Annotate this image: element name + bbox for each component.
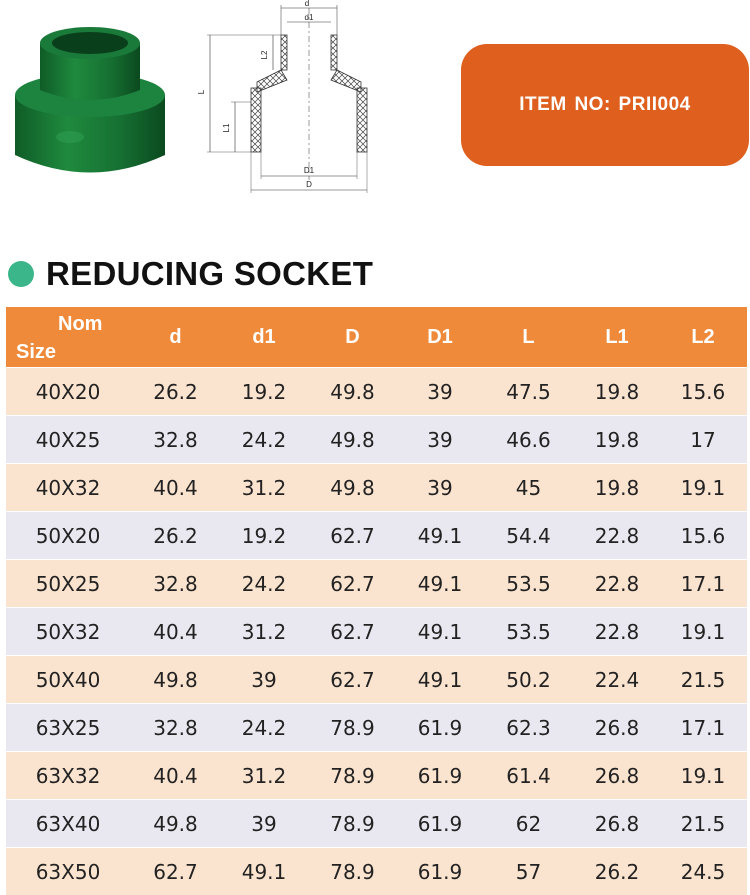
cell-size: 63X25 [6, 704, 130, 752]
drawing-label-l1: L1 [222, 123, 231, 132]
cell-d1: 49.1 [221, 848, 307, 895]
section-heading [8, 252, 373, 296]
cell-d: 49.8 [130, 656, 221, 704]
technical-drawing [195, 0, 390, 195]
cell-L1: 26.2 [575, 848, 659, 895]
cell-L: 45 [482, 464, 575, 512]
table-row [6, 464, 747, 512]
cell-D1: 49.1 [398, 608, 482, 656]
table-body [6, 368, 747, 895]
table-row [6, 704, 747, 752]
cell-L1: 19.8 [575, 368, 659, 416]
cell-d: 32.8 [130, 416, 221, 464]
table-row [6, 368, 747, 416]
cell-D1: 39 [398, 416, 482, 464]
cell-L1: 26.8 [575, 800, 659, 848]
header-d1: d1 [221, 307, 307, 368]
cell-d1: 31.2 [221, 464, 307, 512]
header-nom-size [6, 307, 130, 368]
cell-L: 61.4 [482, 752, 575, 800]
cell-D1: 49.1 [398, 560, 482, 608]
cell-size: 50X25 [6, 560, 130, 608]
header-L2: L2 [659, 307, 747, 368]
cell-L1: 22.8 [575, 560, 659, 608]
cell-size: 50X40 [6, 656, 130, 704]
cell-L2: 19.1 [659, 752, 747, 800]
cell-L1: 26.8 [575, 752, 659, 800]
cell-D: 49.8 [307, 464, 398, 512]
cell-L2: 15.6 [659, 368, 747, 416]
item-number-badge: ITEM NO: PRII004 [461, 44, 749, 166]
cell-size: 63X40 [6, 800, 130, 848]
cell-d1: 31.2 [221, 752, 307, 800]
cell-d1: 19.2 [221, 368, 307, 416]
cell-D1: 49.1 [398, 656, 482, 704]
cell-L: 47.5 [482, 368, 575, 416]
drawing-label-D1: D1 [304, 166, 315, 175]
cell-size: 40X20 [6, 368, 130, 416]
cell-d1: 39 [221, 800, 307, 848]
cell-D: 62.7 [307, 560, 398, 608]
cell-d: 40.4 [130, 464, 221, 512]
cell-D: 78.9 [307, 848, 398, 895]
cell-L1: 19.8 [575, 416, 659, 464]
cell-L2: 17.1 [659, 560, 747, 608]
table-row [6, 848, 747, 895]
cell-d: 32.8 [130, 560, 221, 608]
drawing-label-l2: L2 [260, 50, 269, 59]
drawing-label-l: L [197, 89, 206, 94]
header-size: Size [16, 341, 56, 364]
cell-L1: 26.8 [575, 704, 659, 752]
cell-D1: 61.9 [398, 704, 482, 752]
header-L: L [482, 307, 575, 368]
header-nom: Nom [58, 313, 102, 336]
header-D1: D1 [398, 307, 482, 368]
cell-D1: 61.9 [398, 752, 482, 800]
cell-D: 62.7 [307, 512, 398, 560]
cell-d: 26.2 [130, 512, 221, 560]
cell-D1: 61.9 [398, 848, 482, 895]
cell-d: 40.4 [130, 608, 221, 656]
product-header [0, 0, 750, 230]
cell-L2: 19.1 [659, 608, 747, 656]
table-header-row [6, 307, 747, 368]
header-L1: L1 [575, 307, 659, 368]
cell-d1: 24.2 [221, 416, 307, 464]
cell-D1: 39 [398, 368, 482, 416]
cell-D: 78.9 [307, 752, 398, 800]
cell-D: 62.7 [307, 656, 398, 704]
table-row [6, 752, 747, 800]
cell-L1: 22.8 [575, 512, 659, 560]
cell-d1: 19.2 [221, 512, 307, 560]
cell-D: 78.9 [307, 800, 398, 848]
drawing-label-d1: d1 [305, 13, 314, 22]
cell-L: 54.4 [482, 512, 575, 560]
drawing-label-d: d [305, 0, 309, 8]
cell-size: 40X25 [6, 416, 130, 464]
cell-D: 62.7 [307, 608, 398, 656]
cell-size: 50X32 [6, 608, 130, 656]
cell-L: 53.5 [482, 608, 575, 656]
spec-table [6, 307, 747, 895]
cell-d: 32.8 [130, 704, 221, 752]
cell-D1: 39 [398, 464, 482, 512]
bullet-dot-icon [8, 261, 34, 287]
cell-size: 40X32 [6, 464, 130, 512]
cell-L: 50.2 [482, 656, 575, 704]
cell-L1: 22.8 [575, 608, 659, 656]
table-row [6, 512, 747, 560]
header-D: D [307, 307, 398, 368]
product-image [10, 15, 170, 185]
cell-L: 62.3 [482, 704, 575, 752]
cell-L: 46.6 [482, 416, 575, 464]
cell-d1: 39 [221, 656, 307, 704]
cell-L1: 19.8 [575, 464, 659, 512]
cell-L2: 17 [659, 416, 747, 464]
cell-d: 26.2 [130, 368, 221, 416]
cell-size: 63X50 [6, 848, 130, 895]
cell-L2: 17.1 [659, 704, 747, 752]
table-row [6, 416, 747, 464]
table-row [6, 560, 747, 608]
cell-L2: 21.5 [659, 656, 747, 704]
cell-D: 78.9 [307, 704, 398, 752]
cell-D: 49.8 [307, 368, 398, 416]
cell-L2: 15.6 [659, 512, 747, 560]
table-row [6, 608, 747, 656]
header-d: d [130, 307, 221, 368]
cell-L: 53.5 [482, 560, 575, 608]
table-row [6, 800, 747, 848]
cell-d1: 24.2 [221, 704, 307, 752]
cell-L2: 19.1 [659, 464, 747, 512]
cell-d1: 31.2 [221, 608, 307, 656]
cell-L: 57 [482, 848, 575, 895]
cell-D1: 61.9 [398, 800, 482, 848]
cell-L1: 22.4 [575, 656, 659, 704]
cell-size: 63X32 [6, 752, 130, 800]
cell-D: 49.8 [307, 416, 398, 464]
table-row [6, 656, 747, 704]
cell-size: 50X20 [6, 512, 130, 560]
page-title: REDUCING SOCKET [46, 255, 373, 293]
cell-d: 40.4 [130, 752, 221, 800]
drawing-label-D: D [306, 180, 312, 189]
cell-L: 62 [482, 800, 575, 848]
cell-D1: 49.1 [398, 512, 482, 560]
cell-d: 49.8 [130, 800, 221, 848]
cell-L2: 24.5 [659, 848, 747, 895]
cell-d1: 24.2 [221, 560, 307, 608]
cell-d: 62.7 [130, 848, 221, 895]
cell-L2: 21.5 [659, 800, 747, 848]
